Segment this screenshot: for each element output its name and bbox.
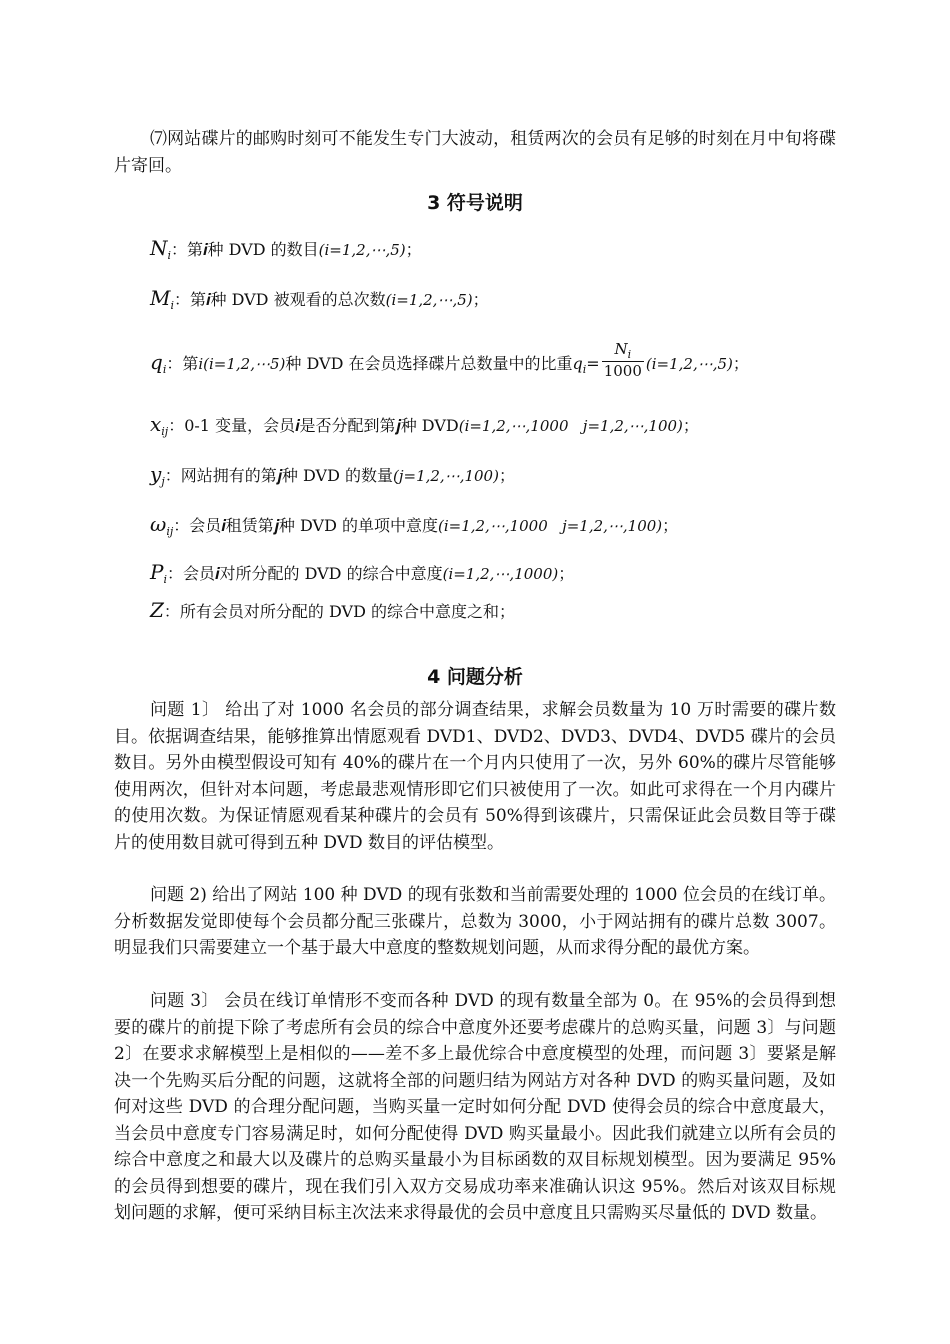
- symbol-range: (i=1,2,⋯,5): [385, 291, 473, 309]
- symbol-end: ；: [732, 353, 749, 373]
- symbol-range: (j=1,2,⋯,100): [393, 467, 499, 485]
- analysis-paragraph-3: 问题 3〕 会员在线订单情形不变而各种 DVD 的现有数量全部为 0。在 95%的会员得到想要的碟片的前提下除了考虑所有会员的综合中意度外还要考虑碟片的总购买量，问题 3〕与问题 2〕在要求求解模型上是相似的——差不多上最优综合中意度模型的处理，而问题 3〕要紧是解决一个先购买后分配的问题，这就将全部的问题归结为网站方对各种 DVD 的购买量问题，及如何对这些 DVD 的合理分配问题，当购买量一定时如何分配 DVD 使得会员的综合中意度最大，当会员中意度专门容易满足时，如何分配使得 DVD 购买量最小。因此我们就建立以所有会员的综合中意度之和最大以及碟片的总购买量最小为目标函数的双目标规划模型。因为要满足 95%的会员得到想要的碟片，现在我们引入双方交易成功率来准确认识这 95%。然后对该双目标规划问题的求解，便可采纳目标主次法来求得最优的会员中意度且只需购买尽量低的 DVD 数量。: [114, 991, 836, 1223]
- symbol-range: (i=1,2,⋯,5): [645, 354, 733, 373]
- symbol-range: (i=1,2,⋯,5): [318, 241, 406, 259]
- symbol-description: ：所有会员对所分配的 DVD 的综合中意度之和；: [163, 602, 516, 621]
- symbol-description: ：0-1 变量，会员𝒊是否分配到第𝒋种 DVD: [168, 416, 459, 435]
- fraction-numerator: [602, 340, 644, 362]
- symbol-row-yj: [150, 462, 850, 488]
- symbol-subscript: ij: [161, 425, 169, 438]
- fraction-numerator-symbol: N: [614, 340, 628, 358]
- symbol-subscript: i: [163, 573, 167, 586]
- symbol-subscript: i: [162, 362, 167, 376]
- symbol-subscript: i: [167, 249, 172, 262]
- symbol-row-xij: [150, 412, 850, 438]
- symbol-end: ；: [558, 564, 575, 583]
- symbol: M: [150, 286, 171, 310]
- fraction-denominator: 1000: [603, 362, 642, 380]
- symbol-range: (i=1,2,⋯,1000): [442, 565, 559, 583]
- symbol-end: ；: [662, 516, 679, 535]
- symbol-description-a: ：第: [166, 353, 199, 373]
- symbol: q: [150, 349, 163, 374]
- formula-lhs-subscript: i: [582, 362, 587, 376]
- symbol: y: [150, 462, 162, 486]
- symbol-row-wij: [150, 512, 850, 538]
- analysis-paragraph-1: 问题 1〕 给出了对 1000 名会员的部分调查结果，求解会员数量为 10 万时需要的碟片数目。依据调查结果，能够推算出情愿观看 DVD1、DVD2、DVD3、DVD4、DVD5 碟片的会员数目。另外由模型假设可知有 40%的碟片在一个月内只使用了一次，另外 60%的碟片尽管能够使用两次，但针对本问题，考虑最悲观情形即它们只被使用了一次。如此可求得在一个月内碟片的使用次数。为保证情愿观看某种碟片的会员有 50%得到该碟片，只需保证此会员数目等于碟片的使用数目就可得到五种 DVD 数目的评估模型。: [114, 700, 836, 853]
- symbol: N: [150, 236, 168, 260]
- symbol-subscript: ij: [166, 525, 174, 538]
- symbol-subscript: j: [161, 475, 165, 488]
- section-3-title: 3 符号说明: [427, 192, 523, 214]
- symbol-description: ：会员𝒊对所分配的 DVD 的综合中意度: [167, 564, 443, 583]
- symbol-row-Pi: [150, 560, 850, 586]
- symbol-description: ：网站拥有的第𝒋种 DVD 的数量: [164, 466, 393, 485]
- symbol-description: ：第𝒊种 DVD 被观看的总次数: [174, 290, 386, 309]
- symbol-row-Mi: [150, 286, 850, 312]
- symbol-end: ；: [498, 466, 515, 485]
- formula-lhs: q: [572, 353, 583, 373]
- symbol-row-Ni: [150, 236, 850, 262]
- formula-equals: =: [586, 353, 600, 373]
- symbol-end: ；: [472, 290, 489, 309]
- symbol-description: ：会员𝒊租赁第𝒋种 DVD 的单项中意度: [173, 516, 438, 535]
- symbol: Z: [150, 598, 164, 622]
- fraction-numerator-subscript: i: [627, 348, 632, 361]
- symbol-end: ；: [682, 416, 699, 435]
- symbol-range: (i=1,2,⋯,1000 j=1,2,⋯,100): [437, 517, 663, 535]
- symbol-subscript: i: [170, 299, 175, 312]
- section-4-title: 4 问题分析: [427, 666, 523, 688]
- symbol-row-qi: [150, 340, 850, 380]
- symbol-range: (i=1,2,⋯,1000 j=1,2,⋯,100): [458, 417, 683, 435]
- symbol: x: [150, 412, 162, 436]
- fraction: [602, 340, 644, 380]
- symbol-end: ；: [405, 240, 422, 259]
- analysis-paragraph-2: 问题 2) 给出了网站 100 种 DVD 的现有张数和当前需要处理的 1000 位会员的在线订单。分析数据发觉即使每个会员都分配三张碟片，总数为 3000，小于网站拥有的碟片总数 3007。明显我们只需要建立一个基于最大中意度的整数规划问题，从而求得分配的最优方案。: [114, 885, 836, 958]
- top-paragraph: ⑺网站碟片的邮购时刻可不能发生专门大波动，租赁两次的会员有足够的时刻在月中旬将碟片寄回。: [114, 129, 836, 176]
- symbol-range-a: i(i=1,2,⋯5): [198, 354, 286, 373]
- symbol-description: ：第𝒊种 DVD 的数目: [171, 240, 319, 259]
- symbol-description-b: 种 DVD 在会员选择碟片总数量中的比重: [285, 353, 573, 373]
- symbol: P: [150, 560, 164, 584]
- symbol: ω: [150, 512, 167, 536]
- symbol-row-Z: [150, 598, 850, 622]
